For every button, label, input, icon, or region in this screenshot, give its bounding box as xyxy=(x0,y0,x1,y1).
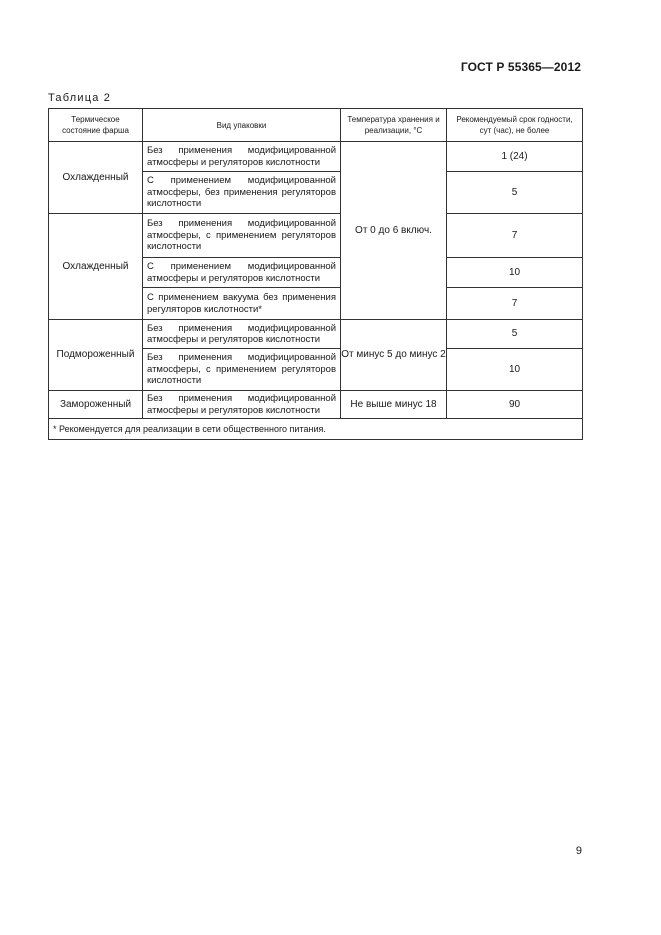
term-cell: 90 xyxy=(447,391,583,419)
term-cell: 5 xyxy=(447,172,583,214)
footnote: * Рекомендуется для реализации в сети общественного питания. xyxy=(49,419,583,440)
packaging-cell: С применением вакуума без применения регуляторов кислотности* xyxy=(143,288,341,320)
term-cell: 10 xyxy=(447,258,583,288)
packaging-cell: С применением модифицированной атмосферы, без применения регуляторов кислотности xyxy=(143,172,341,214)
state-cell: Охлажденный xyxy=(49,142,143,214)
term-cell: 7 xyxy=(447,214,583,258)
temperature-cell: Не выше минус 18 xyxy=(341,391,447,419)
packaging-cell: Без применения модифицированной атмосферы и регуляторов кислотности xyxy=(143,320,341,349)
page-number: 9 xyxy=(575,845,582,857)
state-cell: Охлажденный xyxy=(49,214,143,320)
table-header-row xyxy=(49,109,583,142)
temperature-cell: От минус 5 до минус 2 xyxy=(341,320,447,391)
term-cell: 10 xyxy=(447,349,583,391)
packaging-cell: Без применения модифицированной атмосферы и регуляторов кислотности xyxy=(143,142,341,172)
term-cell: 5 xyxy=(447,320,583,349)
table-row xyxy=(49,142,583,172)
packaging-cell: Без применения модифицированной атмосферы, с применением регуляторов кислотности xyxy=(143,349,341,391)
state-cell: Замороженный xyxy=(49,391,143,419)
column-header-temperature: Температура хранения и реализации, °С xyxy=(341,109,447,142)
temperature-cell: От 0 до 6 включ. xyxy=(341,142,447,320)
packaging-cell: Без применения модифицированной атмосферы, с применением регуляторов кислотности xyxy=(143,214,341,258)
table-row xyxy=(49,320,583,349)
column-header-term: Рекомендуемый срок годности, сут (час), не более xyxy=(447,109,583,142)
term-cell: 1 (24) xyxy=(447,142,583,172)
table-row xyxy=(49,391,583,419)
table-row xyxy=(49,214,583,258)
table-label: Таблица 2 xyxy=(48,92,112,104)
packaging-cell: С применением модифицированной атмосферы и регуляторов кислотности xyxy=(143,258,341,288)
packaging-cell: Без применения модифицированной атмосферы и регуляторов кислотности xyxy=(143,391,341,419)
column-header-state: Термическое состояние фарша xyxy=(49,109,143,142)
term-cell: 7 xyxy=(447,288,583,320)
footnote-row xyxy=(49,419,583,440)
storage-table xyxy=(48,108,583,440)
state-cell: Подмороженный xyxy=(49,320,143,391)
standard-code: ГОСТ Р 55365—2012 xyxy=(460,60,581,74)
column-header-packaging: Вид упаковки xyxy=(143,109,341,142)
